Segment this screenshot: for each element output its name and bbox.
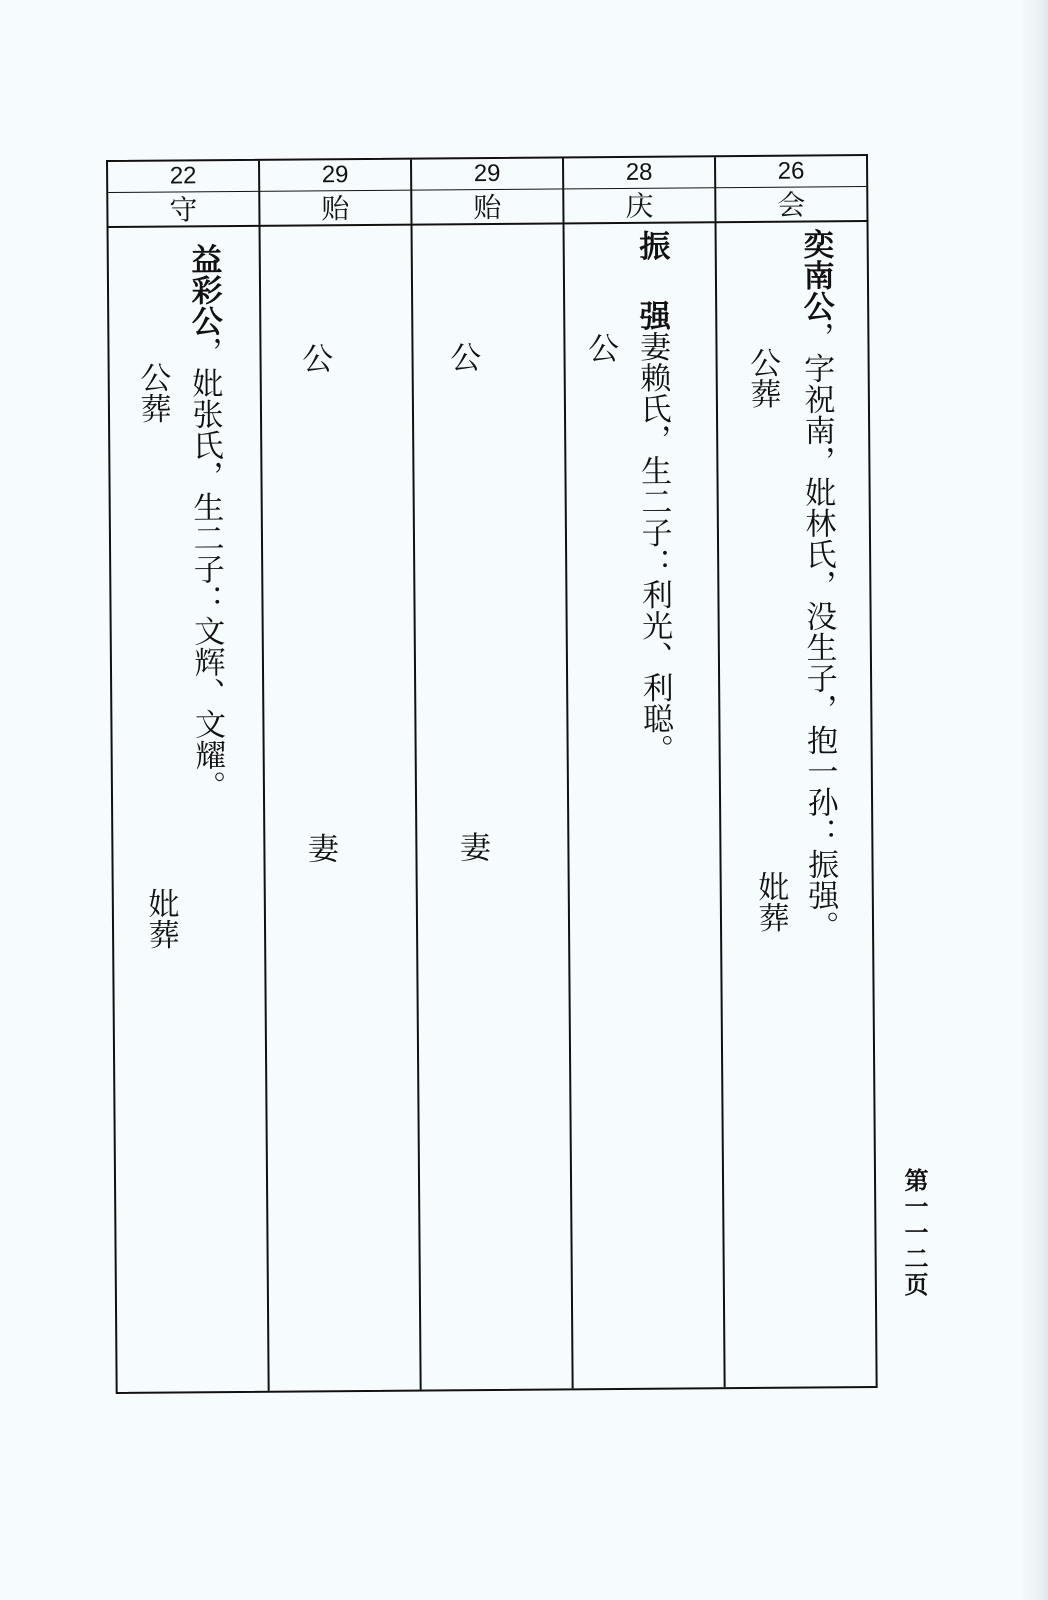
page-edge xyxy=(1020,0,1048,1600)
burial-note: 公葬 xyxy=(744,346,781,409)
header-number: 29 xyxy=(410,158,562,189)
burial-note: 公 xyxy=(581,331,619,364)
entry-text: ，妣张氏，生二子：文辉、文耀。 xyxy=(185,336,226,802)
burial-note: 公葬 xyxy=(134,361,171,424)
burial-note: 妣葬 xyxy=(752,870,789,933)
page-number: 第一一二页 xyxy=(900,1168,929,1298)
entry-main-text xyxy=(187,243,224,801)
header-number: 26 xyxy=(714,156,866,187)
entry-text: 公 xyxy=(295,342,333,374)
header-generation: 会 xyxy=(714,186,866,221)
header-number: 29 xyxy=(258,160,410,191)
genealogy-table xyxy=(106,154,878,1394)
table-body xyxy=(109,220,876,1392)
entry-main-text xyxy=(633,299,674,765)
person-name: 奕南公 xyxy=(797,228,834,322)
person-name-second: 强 xyxy=(633,299,670,331)
header-generation: 贻 xyxy=(258,190,410,225)
header-generation: 贻 xyxy=(410,188,562,223)
header-generation: 守 xyxy=(169,193,198,227)
entry-column xyxy=(109,225,268,1392)
header-number: 28 xyxy=(562,157,714,188)
entry-column xyxy=(563,221,724,1388)
entry-main-text xyxy=(799,228,837,941)
entry-text: 妻 xyxy=(453,831,491,863)
entry-column xyxy=(714,220,875,1387)
header-generation: 庆 xyxy=(562,187,714,222)
burial-note: 妣葬 xyxy=(142,887,179,950)
person-name-first: 振 xyxy=(633,229,670,261)
header-number: 22 xyxy=(169,162,197,190)
entry-text: ，字祝南，妣林氏，没生子，抱一孙：振强。 xyxy=(797,321,839,942)
entry-text: 妻赖氏，生二子：利光、利聪。 xyxy=(633,330,674,765)
entry-text: 公 xyxy=(443,341,481,373)
person-name: 益彩公 xyxy=(185,243,222,337)
entry-column xyxy=(411,222,572,1389)
entry-column xyxy=(259,224,420,1391)
entry-text: 妻 xyxy=(301,832,339,864)
